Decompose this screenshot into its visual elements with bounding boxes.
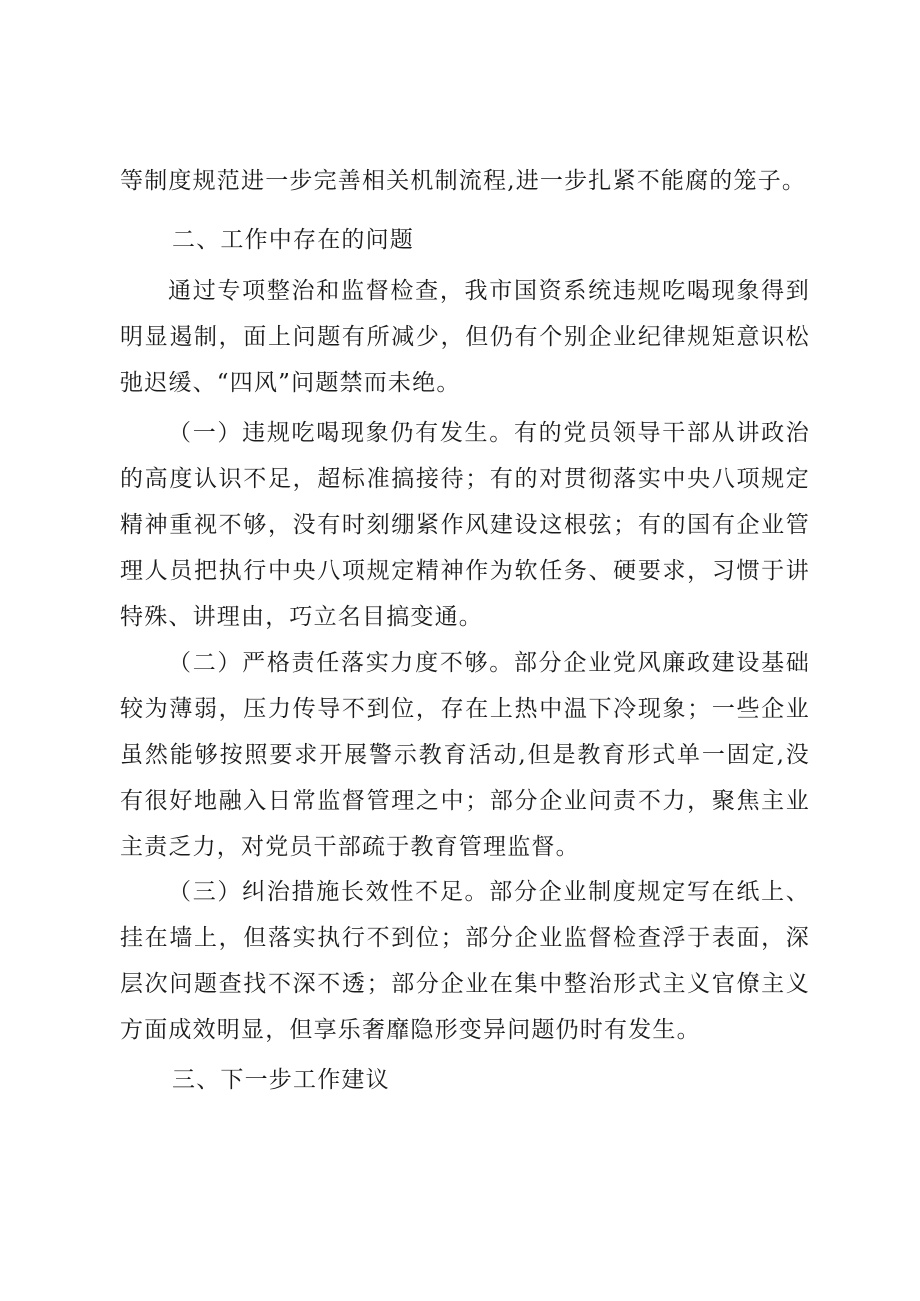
section-heading-2: 二、工作中存在的问题	[172, 227, 414, 253]
paragraph-continuation: 等制度规范进一步完善相关机制流程,进一步扎紧不能腐的笼子。	[120, 168, 807, 194]
paragraph-item-1: （一）违规吃喝现象仍有发生。有的党员领导干部从讲政治的高度认识不足，超标准搞接待；有的对贯彻落实中央八项规定精神重视不够，没有时刻绷紧作风建设这根弦；有的国有企业管理人员把执行中央八项规定精神作为软任务、硬要求，习惯于讲特殊、讲理由，巧立名目搞变通。	[120, 420, 810, 630]
paragraph-item-3: （三）纠治措施长效性不足。部分企业制度规定写在纸上、挂在墙上，但落实执行不到位；部分企业监督检查浮于表面，深层次问题查找不深不透；部分企业在集中整治形式主义官僚主义方面成效明显，但享乐奢靡隐形变异问题仍时有发生。	[120, 879, 810, 1043]
paragraph-overview: 通过专项整治和监督检查，我市国资系统违规吃喝现象得到明显遏制，面上问题有所减少，但仍有个别企业纪律规矩意识松弛迟缓、“四风”问题禁而未绝。	[120, 278, 810, 396]
paragraph-item-2: （二）严格责任落实力度不够。部分企业党风廉政建设基础较为薄弱，压力传导不到位，存在上热中温下冷现象；一些企业虽然能够按照要求开展警示教育活动,但是教育形式单一固定,没有很好地融入日常监督管理之中；部分企业问责不力，聚焦主业主责乏力，对党员干部疏于教育管理监督。	[120, 650, 810, 860]
section-heading-3: 三、下一步工作建议	[172, 1067, 390, 1093]
